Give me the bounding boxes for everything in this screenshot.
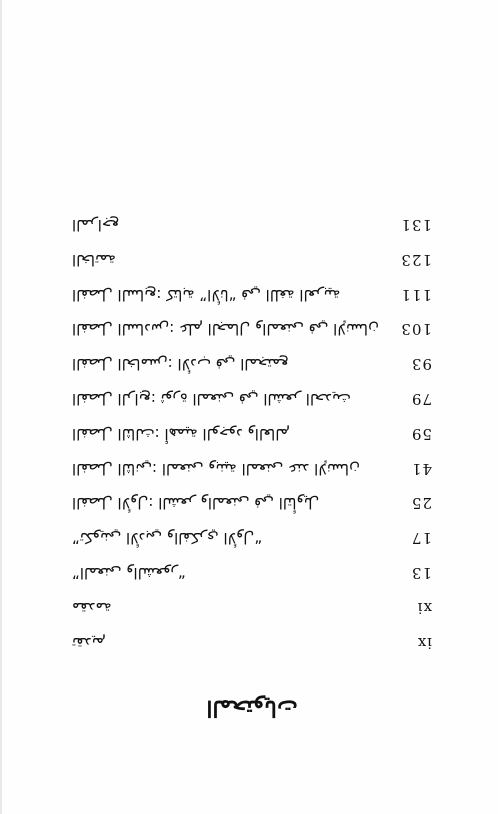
- toc-entry-page: 131: [400, 216, 432, 235]
- toc-entry-title: تقديم: [72, 633, 106, 652]
- toc-entry-page: 79: [410, 390, 432, 409]
- toc-list: [72, 208, 432, 660]
- toc-entry: [72, 590, 432, 625]
- toc-entry-page: 13: [410, 564, 432, 583]
- toc-entry-title: ”المعنى والشعور“: [72, 564, 186, 583]
- toc-entry: [72, 416, 432, 451]
- toc-entry-title: ”تكويني الأدبي والفكري الأول“: [72, 529, 263, 548]
- toc-entry: [72, 242, 432, 277]
- toc-entry-page: xi: [416, 598, 432, 617]
- toc-entry-title: المراجع: [72, 216, 120, 235]
- toc-entry: [72, 382, 432, 417]
- toc-entry-title: مقدمة: [72, 598, 112, 617]
- toc-entry-page: 41: [410, 459, 432, 478]
- toc-entry-page: ix: [416, 633, 432, 652]
- toc-entry-page: 17: [410, 529, 432, 548]
- toc-entry-page: 93: [410, 355, 432, 374]
- toc-entry: [72, 625, 432, 660]
- table-of-contents: [72, 212, 432, 722]
- toc-entry-title: الخاتمة: [72, 250, 116, 269]
- toc-entry-page: 111: [400, 285, 432, 304]
- toc-entry-title: الفصل الثاني: المعنى وبنية المعنى عند الإنسان: [72, 459, 360, 478]
- toc-entry-title: الفصل الأول: الشعر والمعنى في التأويل: [72, 494, 320, 513]
- toc-entry-title: الفصل الخامس: الأدب في المجتمع: [72, 355, 289, 374]
- toc-entry-page: 123: [400, 250, 432, 269]
- toc-entry: [72, 556, 432, 591]
- toc-title: المحتويات: [206, 695, 298, 721]
- toc-entry: [72, 486, 432, 521]
- toc-entry-title: الفصل الرابع: ثورة المعنى في الشعر الحديث: [72, 390, 351, 409]
- toc-entry-title: الفصل السادس: علم الجمال والمعنى في الإنسان: [72, 320, 379, 339]
- toc-entry: [72, 208, 432, 243]
- toc-entry-title: الفصل الثالث: أهمية الوجود والعالم: [72, 424, 290, 443]
- toc-entry: [72, 312, 432, 347]
- toc-entry: [72, 451, 432, 486]
- toc-entry: [72, 347, 432, 382]
- toc-entry: [72, 521, 432, 556]
- toc-entry: [72, 277, 432, 312]
- toc-entry-page: 103: [400, 320, 432, 339]
- toc-entry-page: 25: [410, 494, 432, 513]
- scan-edge: [0, 0, 2, 814]
- toc-entry-title: الفصل السابع: كتابة ”الأنا“ في اللغة العربية: [72, 285, 341, 304]
- toc-entry-page: 59: [410, 424, 432, 443]
